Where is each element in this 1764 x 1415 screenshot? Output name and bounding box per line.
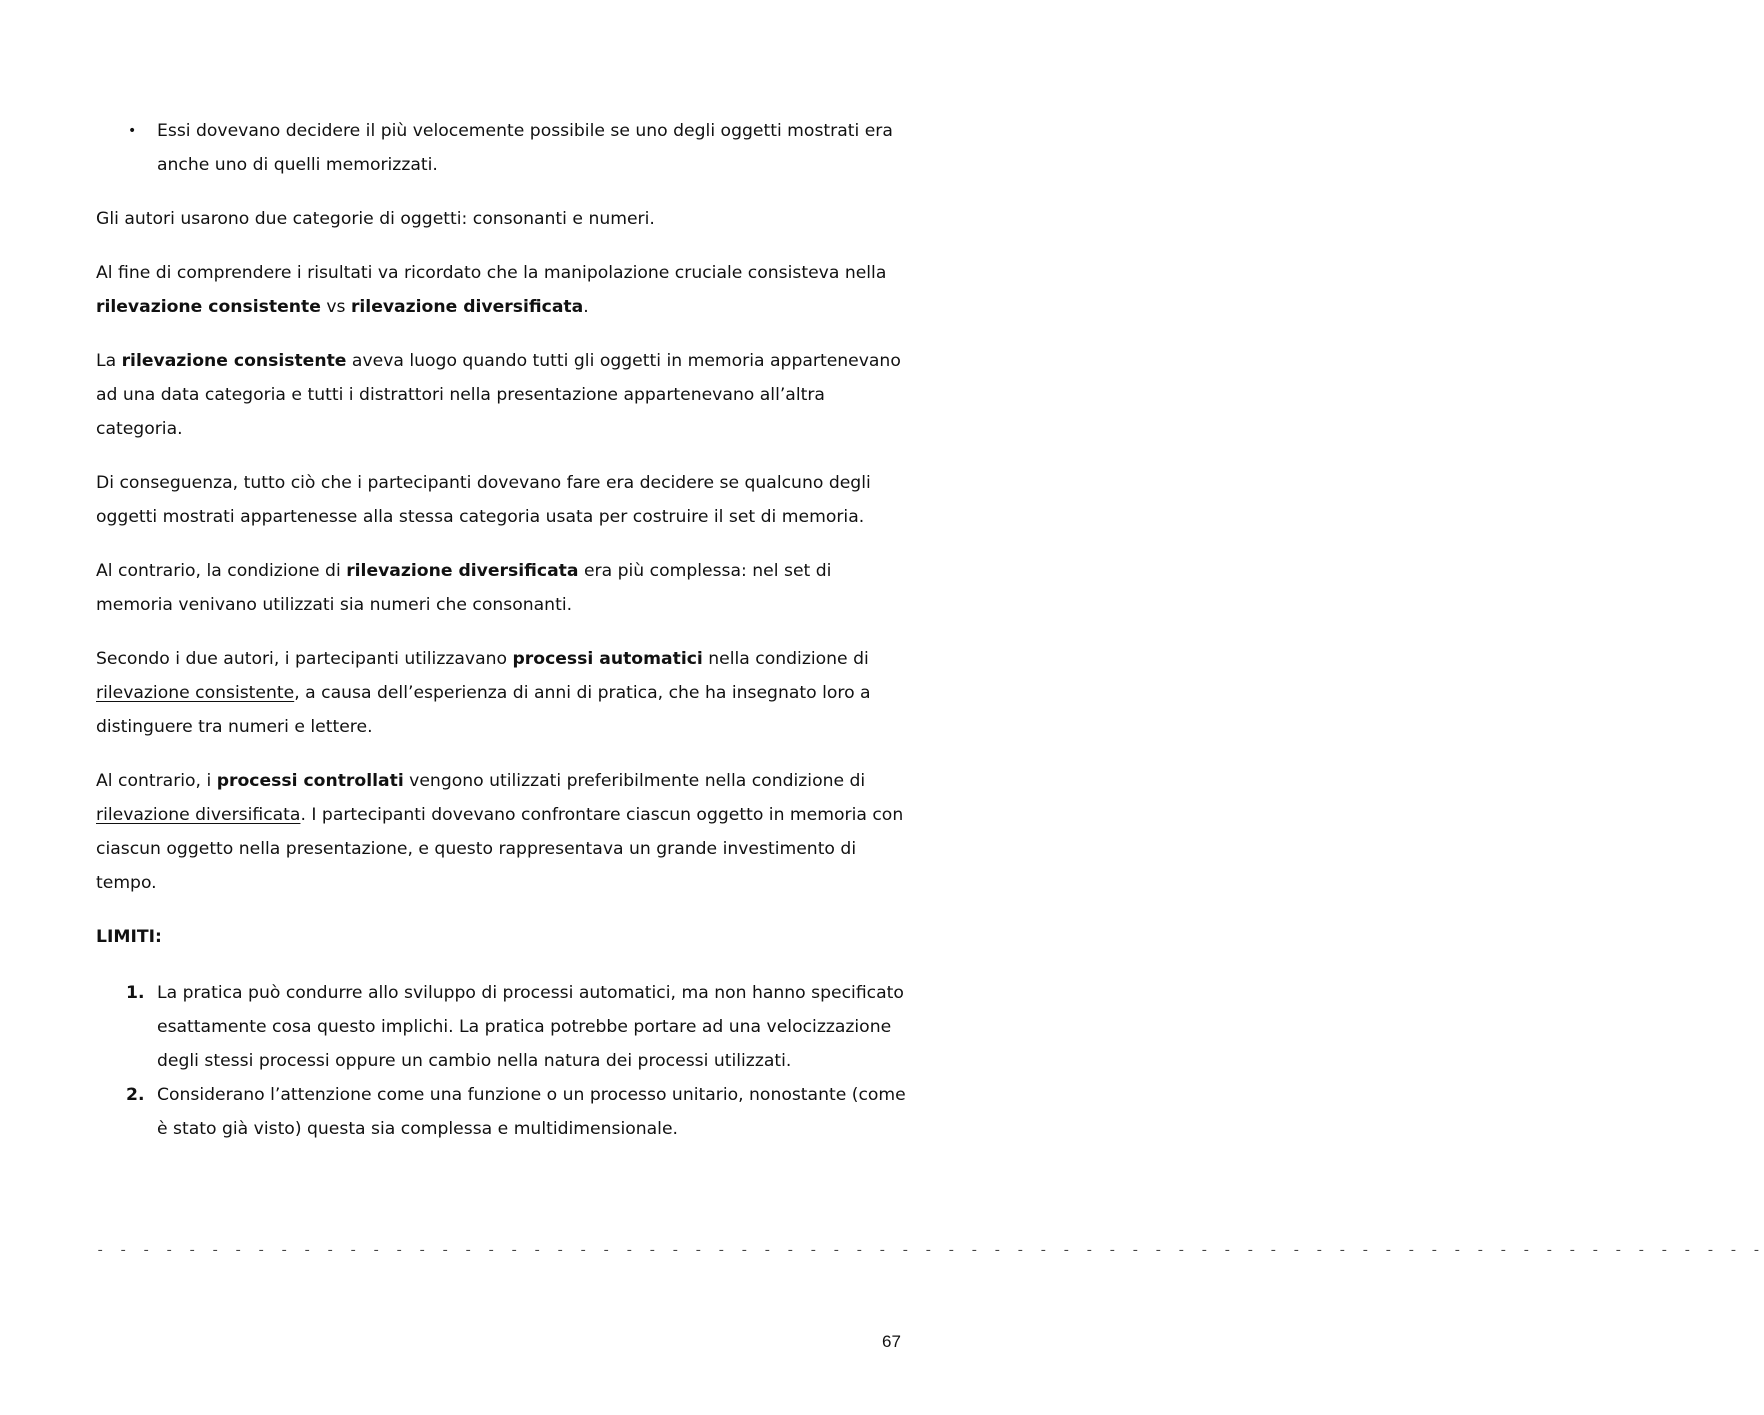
- paragraph-manipulation: [96, 256, 908, 324]
- bold-term: rilevazione diversificata: [346, 561, 579, 581]
- list-item: [96, 1078, 908, 1146]
- list-number: 1.: [126, 983, 145, 1003]
- page-number: 67: [882, 1332, 901, 1351]
- bold-term: processi automatici: [512, 649, 703, 669]
- text-run: Al contrario, i: [96, 771, 217, 791]
- text-run: . I partecipanti dovevano confrontare ciascun oggetto in memoria con ciascun oggetto nella presentazione, e questo rappresentava un grande investimento di tempo.: [96, 805, 904, 893]
- limits-list: [96, 976, 908, 1146]
- text-run: .: [583, 297, 589, 317]
- list-number: 2.: [126, 1085, 145, 1105]
- bold-term: rilevazione consistente: [121, 351, 347, 371]
- bullet-icon: •: [128, 123, 137, 139]
- limits-heading: LIMITI:: [96, 927, 162, 947]
- paragraph-categories: Gli autori usarono due categorie di oggetti: consonanti e numeri.: [96, 209, 655, 229]
- text-run: Al fine di comprendere i risultati va ricordato che la manipolazione cruciale consisteva nella: [96, 263, 887, 283]
- bullet-text: Essi dovevano decidere il più velocemente possibile se uno degli oggetti mostrati era anche uno di quelli memorizzati.: [157, 121, 893, 175]
- text-run: nella condizione di: [702, 649, 869, 669]
- text-run: vs: [320, 297, 351, 317]
- paragraph-automatic: [96, 642, 908, 744]
- list-item-text: Considerano l’attenzione come una funzione o un processo unitario, nonostante (come è stato già visto) questa sia complessa e multidimensionale.: [157, 1085, 906, 1139]
- underlined-term: rilevazione consistente: [96, 683, 295, 703]
- text-run: Al contrario, la condizione di: [96, 561, 347, 581]
- text-run: era più complessa: nel set di memoria venivano utilizzati sia numeri che consonanti.: [96, 561, 832, 615]
- text-run: aveva luogo quando tutti gli oggetti in memoria appartenevano ad una data categoria e tutti i distrattori nella presentazione appartenevano all’altra categoria.: [96, 351, 901, 439]
- paragraph-diversified: [96, 554, 908, 622]
- bold-term: rilevazione consistente: [96, 297, 321, 317]
- paragraph-controlled: [96, 764, 908, 900]
- text-run: Secondo i due autori, i partecipanti utilizzavano: [96, 649, 513, 669]
- list-item: [96, 976, 908, 1078]
- paragraph-consequence: Di conseguenza, tutto ciò che i partecipanti dovevano fare era decidere se qualcuno degli oggetti mostrati appartenesse alla stessa categoria usata per costruire il set di memoria.: [96, 473, 871, 527]
- list-item-text: La pratica può condurre allo sviluppo di processi automatici, ma non hanno specificato esattamente cosa questo implichi. La pratica potrebbe portare ad una velocizzazione degli stessi processi oppure un cambio nella natura dei processi utilizzati.: [157, 983, 904, 1071]
- dashed-separator: - - - - - - - - - - - - - - - - - - - - - - - - - - - - - - - - - - - - - - - - - - - - - - - - - - - - - - - - - - - - - - - - - - - - - - - - -: [96, 1243, 1764, 1259]
- text-run: La: [96, 351, 122, 371]
- bullet-list: [96, 114, 908, 182]
- text-run: , a causa dell’esperienza di anni di pratica, che ha insegnato loro a distinguere tra numeri e lettere.: [96, 683, 871, 737]
- list-item: [96, 114, 908, 182]
- bold-term: rilevazione diversificata: [350, 297, 584, 317]
- text-run: vengono utilizzati preferibilmente nella condizione di: [403, 771, 866, 791]
- paragraph-consistent: [96, 344, 908, 446]
- bold-term: processi controllati: [216, 771, 404, 791]
- page-content: [96, 114, 908, 1164]
- underlined-term: rilevazione diversificata: [96, 805, 301, 825]
